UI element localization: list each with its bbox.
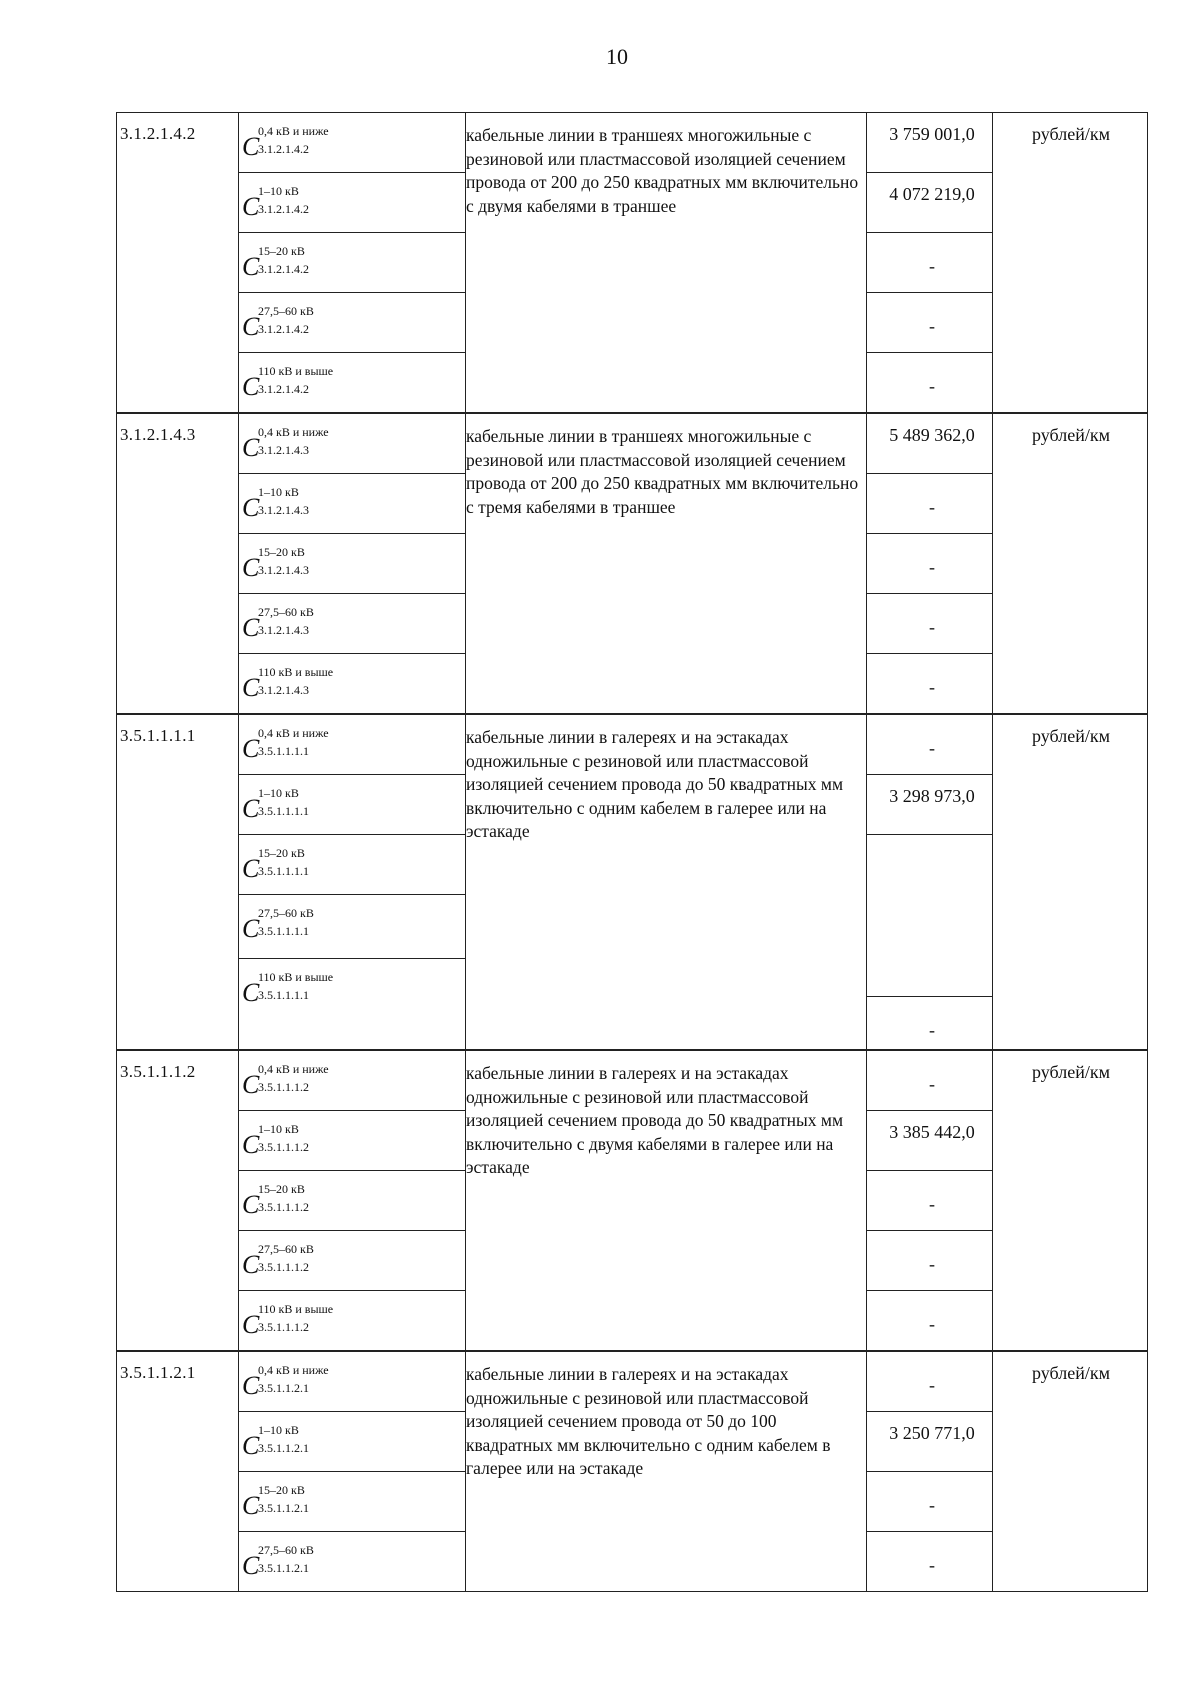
rate-formula <box>242 714 462 774</box>
unit-label: рублей/км <box>1032 425 1110 445</box>
rate-formula <box>242 834 462 894</box>
row-border <box>866 1170 992 1171</box>
formula-index: 3.5.1.1.1.2 <box>258 1260 309 1274</box>
column-border <box>116 413 117 714</box>
formula-symbol: C <box>242 794 260 823</box>
unit-label: рублей/км <box>1032 726 1110 746</box>
formula-index: 3.1.2.1.4.2 <box>258 382 309 396</box>
row-border <box>866 774 992 775</box>
rate-value: - <box>929 316 935 336</box>
row-border <box>866 653 992 654</box>
rate-formula <box>242 894 462 954</box>
voltage-class: 27,5–60 кВ <box>258 906 314 920</box>
voltage-class: 15–20 кВ <box>258 244 305 258</box>
formula-symbol: C <box>242 673 260 702</box>
column-border <box>1147 112 1148 413</box>
formula-index: 3.5.1.1.2.1 <box>258 1381 309 1395</box>
formula-index: 3.5.1.1.1.1 <box>258 988 309 1002</box>
formula-symbol: C <box>242 132 260 161</box>
voltage-class: 0,4 кВ и ниже <box>258 425 329 439</box>
formula-index: 3.5.1.1.1.2 <box>258 1080 309 1094</box>
rate-formula <box>242 1351 462 1411</box>
item-code: 3.5.1.1.1.2 <box>120 1062 196 1081</box>
column-border <box>1147 714 1148 1050</box>
formula-symbol: C <box>242 1371 260 1400</box>
item-description: кабельные линии в галереях и на эстакадах одножильные с резиновой или пластмассовой изоляцией сечением провода от 50 до 100 квадратных мм включительно с одним кабелем в галерее или на эстакаде <box>466 1364 831 1478</box>
column-border <box>992 714 993 1050</box>
column-border <box>866 112 867 413</box>
table-group <box>116 112 1148 413</box>
column-border <box>1147 1050 1148 1351</box>
item-code: 3.1.2.1.4.2 <box>120 124 196 143</box>
row-border <box>866 834 992 835</box>
rate-value: 5 489 362,0 <box>889 425 975 445</box>
formula-index: 3.1.2.1.4.2 <box>258 262 309 276</box>
voltage-class: 0,4 кВ и ниже <box>258 124 329 138</box>
row-border <box>866 1531 992 1532</box>
formula-index: 3.5.1.1.1.1 <box>258 804 309 818</box>
rate-formula <box>242 593 462 653</box>
formula-index: 3.5.1.1.2.1 <box>258 1561 309 1575</box>
row-border <box>866 1290 992 1291</box>
rate-formula <box>242 1290 462 1350</box>
item-code: 3.5.1.1.2.1 <box>120 1363 196 1382</box>
rate-value: - <box>929 1194 935 1214</box>
formula-symbol: C <box>242 734 260 763</box>
formula-symbol: C <box>242 854 260 883</box>
row-border <box>866 172 992 173</box>
formula-symbol: C <box>242 372 260 401</box>
column-border <box>1147 413 1148 714</box>
column-border <box>238 112 239 413</box>
voltage-class: 110 кВ и выше <box>258 1302 334 1316</box>
rate-formula <box>242 1170 462 1230</box>
row-border <box>866 996 992 997</box>
rate-formula <box>242 1110 462 1170</box>
formula-symbol: C <box>242 613 260 642</box>
rate-formula <box>242 958 462 1018</box>
unit-label: рублей/км <box>1032 1062 1110 1082</box>
rate-value: - <box>929 1254 935 1274</box>
formula-symbol: C <box>242 1130 260 1159</box>
rate-value: - <box>929 1074 935 1094</box>
rate-value: - <box>929 677 935 697</box>
table-group <box>116 714 1148 1050</box>
table-group <box>116 413 1148 714</box>
row-border <box>866 473 992 474</box>
voltage-class: 1–10 кВ <box>258 485 299 499</box>
formula-symbol: C <box>242 1190 260 1219</box>
item-description: кабельные линии в траншеях многожильные с резиновой или пластмассовой изоляцией сечением провода от 200 до 250 квадратных мм включительно с двумя кабелями в траншее <box>466 125 859 216</box>
rate-value: - <box>929 1555 935 1575</box>
column-border <box>866 1050 867 1351</box>
rate-value: - <box>929 1020 935 1040</box>
formula-symbol: C <box>242 192 260 221</box>
rate-value: 4 072 219,0 <box>889 184 975 204</box>
rate-formula <box>242 413 462 473</box>
column-border <box>116 714 117 1050</box>
formula-index: 3.1.2.1.4.3 <box>258 563 309 577</box>
item-code: 3.5.1.1.1.1 <box>120 726 196 745</box>
item-code: 3.1.2.1.4.3 <box>120 425 196 444</box>
formula-symbol: C <box>242 978 260 1007</box>
voltage-class: 15–20 кВ <box>258 545 305 559</box>
column-border <box>238 413 239 714</box>
item-description: кабельные линии в галереях и на эстакадах одножильные с резиновой или пластмассовой изоляцией сечением провода до 50 квадратных мм включительно с одним кабелем в галерее или на эстакаде <box>466 727 844 841</box>
rate-formula <box>242 172 462 232</box>
voltage-class: 27,5–60 кВ <box>258 304 314 318</box>
voltage-class: 15–20 кВ <box>258 1483 305 1497</box>
formula-index: 3.5.1.1.2.1 <box>258 1501 309 1515</box>
column-border <box>866 714 867 1050</box>
voltage-class: 15–20 кВ <box>258 1182 305 1196</box>
row-border <box>866 1110 992 1111</box>
formula-index: 3.1.2.1.4.3 <box>258 683 309 697</box>
rate-formula <box>242 1050 462 1110</box>
voltage-class: 27,5–60 кВ <box>258 1543 314 1557</box>
formula-symbol: C <box>242 1310 260 1339</box>
voltage-class: 27,5–60 кВ <box>258 605 314 619</box>
column-border <box>866 413 867 714</box>
voltage-class: 110 кВ и выше <box>258 665 334 679</box>
voltage-class: 27,5–60 кВ <box>258 1242 314 1256</box>
voltage-class: 110 кВ и выше <box>258 364 334 378</box>
rate-value: 3 250 771,0 <box>889 1423 975 1443</box>
rate-value: - <box>929 1375 935 1395</box>
rate-value: - <box>929 256 935 276</box>
voltage-class: 110 кВ и выше <box>258 970 334 984</box>
rate-formula <box>242 112 462 172</box>
formula-symbol: C <box>242 1551 260 1580</box>
rate-value: - <box>929 1314 935 1334</box>
table-group <box>116 1351 1148 1592</box>
rate-value: - <box>929 557 935 577</box>
row-border <box>866 1411 992 1412</box>
row-border <box>116 1591 1148 1592</box>
formula-index: 3.1.2.1.4.2 <box>258 142 309 156</box>
rate-formula <box>242 1411 462 1471</box>
formula-symbol: C <box>242 312 260 341</box>
row-border <box>866 533 992 534</box>
formula-index: 3.5.1.1.1.2 <box>258 1200 309 1214</box>
unit-label: рублей/км <box>1032 1363 1110 1383</box>
formula-index: 3.5.1.1.1.1 <box>258 864 309 878</box>
rate-value: - <box>929 497 935 517</box>
rate-formula <box>242 232 462 292</box>
table-group <box>116 1050 1148 1351</box>
voltage-class: 1–10 кВ <box>258 1423 299 1437</box>
rate-value: 3 759 001,0 <box>889 124 975 144</box>
row-border <box>866 292 992 293</box>
formula-index: 3.1.2.1.4.3 <box>258 443 309 457</box>
formula-index: 3.1.2.1.4.2 <box>258 322 309 336</box>
rate-value: - <box>929 1495 935 1515</box>
row-border <box>866 1471 992 1472</box>
formula-index: 3.1.2.1.4.2 <box>258 202 309 216</box>
rate-formula <box>242 352 462 412</box>
rate-formula <box>242 774 462 834</box>
rate-formula <box>242 473 462 533</box>
formula-symbol: C <box>242 252 260 281</box>
column-border <box>116 1351 117 1592</box>
column-border <box>1147 1351 1148 1592</box>
formula-index: 3.5.1.1.1.2 <box>258 1140 309 1154</box>
formula-symbol: C <box>242 914 260 943</box>
voltage-class: 1–10 кВ <box>258 184 299 198</box>
rate-value: - <box>929 738 935 758</box>
formula-index: 3.1.2.1.4.3 <box>258 503 309 517</box>
formula-index: 3.5.1.1.1.1 <box>258 744 309 758</box>
voltage-class: 1–10 кВ <box>258 786 299 800</box>
column-border <box>116 1050 117 1351</box>
rate-formula <box>242 533 462 593</box>
formula-symbol: C <box>242 1491 260 1520</box>
item-description: кабельные линии в траншеях многожильные с резиновой или пластмассовой изоляцией сечением провода от 200 до 250 квадратных мм включительно с тремя кабелями в траншее <box>466 426 859 517</box>
rate-formula <box>242 1471 462 1531</box>
column-border <box>116 112 117 413</box>
rate-value: 3 298 973,0 <box>889 786 975 806</box>
voltage-class: 15–20 кВ <box>258 846 305 860</box>
formula-symbol: C <box>242 1070 260 1099</box>
rate-formula <box>242 292 462 352</box>
voltage-class: 0,4 кВ и ниже <box>258 1363 329 1377</box>
formula-index: 3.5.1.1.2.1 <box>258 1441 309 1455</box>
row-border <box>866 232 992 233</box>
item-description: кабельные линии в галереях и на эстакадах одножильные с резиновой или пластмассовой изоляцией сечением провода до 50 квадратных мм включительно с двумя кабелями в галерее или на эстакаде <box>466 1063 844 1177</box>
column-border <box>238 1050 239 1351</box>
formula-symbol: C <box>242 1250 260 1279</box>
rate-formula <box>242 653 462 713</box>
voltage-class: 1–10 кВ <box>258 1122 299 1136</box>
formula-index: 3.1.2.1.4.3 <box>258 623 309 637</box>
voltage-class: 0,4 кВ и ниже <box>258 726 329 740</box>
row-border <box>866 593 992 594</box>
rate-value: - <box>929 617 935 637</box>
rate-formula <box>242 1230 462 1290</box>
formula-index: 3.5.1.1.1.2 <box>258 1320 309 1334</box>
formula-symbol: C <box>242 553 260 582</box>
rate-formula <box>242 1531 462 1591</box>
page-number: 10 <box>606 44 628 69</box>
voltage-class: 0,4 кВ и ниже <box>258 1062 329 1076</box>
formula-index: 3.5.1.1.1.1 <box>258 924 309 938</box>
row-border <box>866 1230 992 1231</box>
rate-value: 3 385 442,0 <box>889 1122 975 1142</box>
formula-symbol: C <box>242 1431 260 1460</box>
formula-symbol: C <box>242 493 260 522</box>
rate-value: - <box>929 376 935 396</box>
unit-label: рублей/км <box>1032 124 1110 144</box>
formula-symbol: C <box>242 433 260 462</box>
column-border <box>238 714 239 1050</box>
row-border <box>866 352 992 353</box>
